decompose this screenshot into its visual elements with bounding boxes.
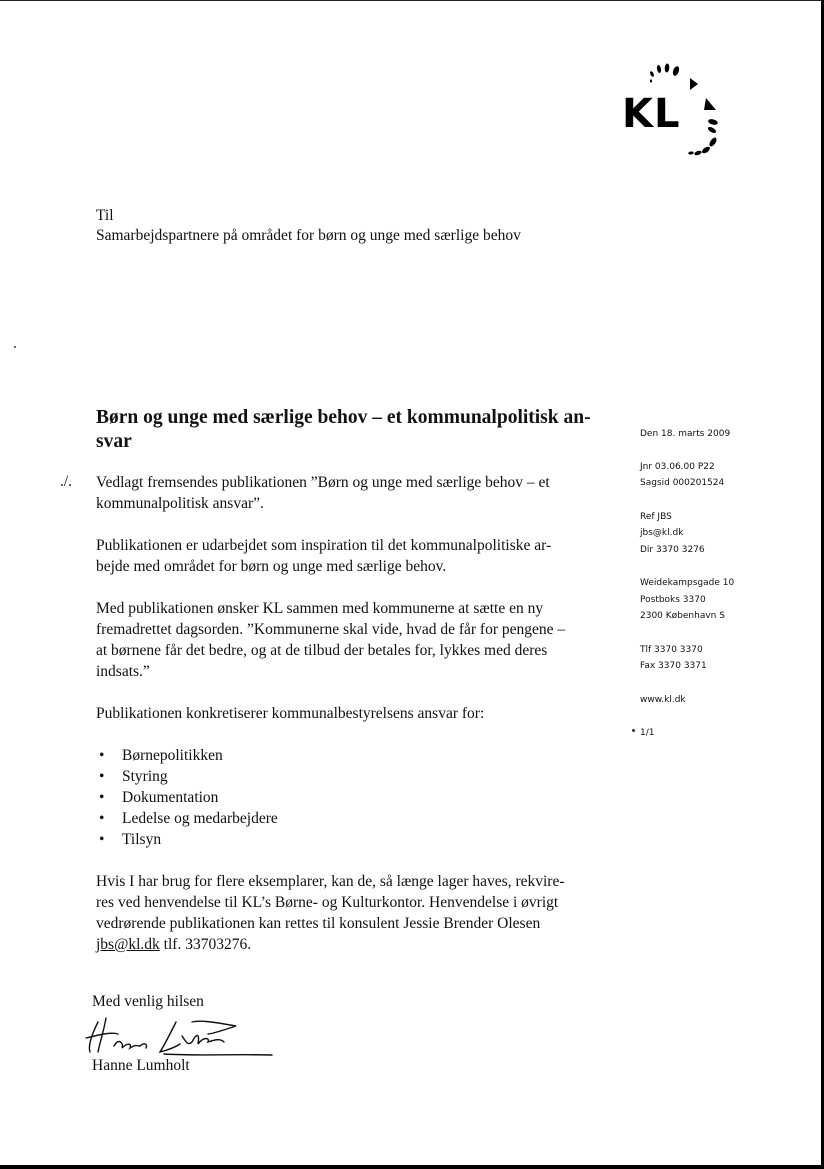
- kl-logo: [618, 60, 728, 160]
- scan-edge-bottom: [0, 1165, 824, 1169]
- paragraph-line: Vedlagt fremsendes publikationen ”Børn og unge med særlige behov – et: [96, 474, 550, 491]
- enclosure-mark: ./.: [60, 473, 73, 490]
- journal-number: Jnr 03.06.00 P22: [640, 461, 715, 472]
- list-item: • Tilsyn: [122, 829, 606, 850]
- closing-greeting: Med venlig hilsen: [92, 993, 204, 1010]
- website: www.kl.dk: [640, 694, 686, 705]
- list-item: • Dokumentation: [122, 787, 606, 808]
- paragraph-line: res ved henvendelse til KL’s Børne- og Kulturkontor. Henvendelse i øvrigt: [96, 894, 559, 911]
- margin-dot: [14, 346, 16, 348]
- postal-city: 2300 København S: [640, 611, 725, 621]
- contact-phone: tlf. 33703276.: [159, 936, 252, 953]
- paragraph-enclosure: [96, 472, 606, 514]
- paragraph-line: bejde med området for børn og unge med særlige behov.: [96, 558, 447, 575]
- paragraph-line: Hvis I har brug for flere eksemplarer, kan de, så længe lager haves, rekvire-: [96, 873, 565, 890]
- main-phone: Tlf 3370 3370: [640, 644, 703, 655]
- recipient-name: Samarbejdspartnere på området for børn og unge med særlige behov: [96, 227, 521, 244]
- page-number: 1/1: [640, 728, 655, 738]
- letter-body: [96, 472, 606, 976]
- subject-line-1: Børn og unge med særlige behov – et kommunalpolitisk an-: [96, 407, 591, 428]
- signer-name: Hanne Lumholt: [92, 1057, 190, 1074]
- list-item: • Styring: [122, 766, 606, 787]
- paragraph-line: Publikationen er udarbejdet som inspiration til det kommunalpolitiske ar-: [96, 537, 552, 554]
- case-id: Sagsid 000201524: [640, 478, 725, 488]
- paragraph-line: Med publikationen ønsker KL sammen med kommunerne at sætte en ny: [96, 600, 544, 617]
- paragraph-contact: [96, 871, 606, 955]
- reference: Ref JBS: [640, 511, 672, 522]
- contact-email-link[interactable]: jbs@kl.dk: [96, 936, 160, 953]
- paragraph-line: fremadrettet dagsorden. ”Kommunerne skal vide, hvad de får for pengene –: [96, 621, 566, 638]
- list-item: • Børnepolitikken: [122, 745, 606, 766]
- street-address: Weidekampsgade 10: [640, 578, 735, 588]
- page-tick-mark: [632, 729, 635, 732]
- responsibility-list: [96, 745, 606, 850]
- scan-edge-top: [0, 0, 824, 1]
- sidebar-email: jbs@kl.dk: [640, 528, 684, 538]
- recipient-block: [96, 206, 521, 246]
- recipient-label: Til: [96, 207, 114, 224]
- kl-logo-text: KL: [622, 91, 681, 137]
- postbox: Postboks 3370: [640, 594, 706, 605]
- handwritten-signature: [84, 1012, 274, 1062]
- letter-metadata-sidebar: [640, 426, 790, 742]
- paragraph-line: indsats.”: [96, 663, 150, 680]
- paragraph-responsibility: Publikationen konkretiserer kommunalbestyrelsens ansvar for:: [96, 705, 485, 722]
- fax-number: Fax 3370 3371: [640, 661, 707, 671]
- paragraph-line: kommunalpolitisk ansvar”.: [96, 495, 264, 512]
- letter-date: Den 18. marts 2009: [640, 429, 731, 439]
- paragraph-purpose: [96, 535, 606, 577]
- paragraph-line: at børnene får det bedre, og at de tilbud der betales for, lykkes med deres: [96, 642, 548, 659]
- paragraph-agenda: [96, 598, 606, 682]
- list-item: • Ledelse og medarbejdere: [122, 808, 606, 829]
- paragraph-line: vedrørende publikationen kan rettes til konsulent Jessie Brender Olesen: [96, 915, 541, 932]
- subject-line-2: svar: [96, 431, 132, 452]
- letter-subject: [96, 406, 606, 454]
- direct-phone: Dir 3370 3276: [640, 544, 705, 555]
